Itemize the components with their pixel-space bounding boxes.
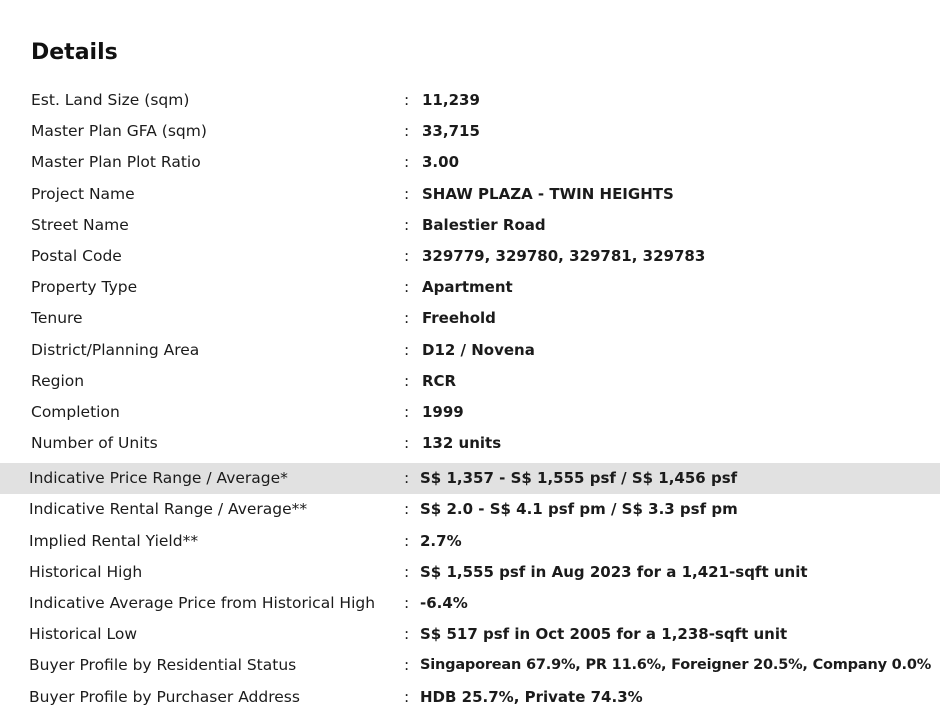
detail-separator: : xyxy=(404,309,410,328)
detail-separator: : xyxy=(404,184,410,203)
detail-separator: : xyxy=(404,278,410,297)
detail-row-district xyxy=(0,335,943,366)
detail-row-land-size xyxy=(0,85,943,116)
detail-row-historical-low xyxy=(0,619,943,650)
detail-separator: : xyxy=(404,594,410,612)
detail-separator: : xyxy=(404,562,410,581)
detail-value: HDB 25.7%, Private 74.3% xyxy=(420,687,643,706)
detail-label: Tenure xyxy=(31,309,83,328)
detail-value: S$ 517 psf in Oct 2005 for a 1,238-sqft unit xyxy=(420,625,788,644)
detail-row-historical-high xyxy=(0,557,943,588)
detail-label: Street Name xyxy=(31,215,129,234)
detail-label: Completion xyxy=(31,402,120,421)
detail-separator: : xyxy=(404,340,410,359)
detail-label: Master Plan GFA (sqm) xyxy=(31,122,207,141)
detail-row-completion xyxy=(0,397,943,428)
detail-value: 329779, 329780, 329781, 329783 xyxy=(422,246,706,265)
detail-separator: : xyxy=(404,122,410,141)
detail-value: 1999 xyxy=(422,402,464,421)
detail-separator: : xyxy=(404,531,410,550)
detail-label: Property Type xyxy=(31,278,138,297)
detail-value: 33,715 xyxy=(422,122,480,141)
detail-row-property-type xyxy=(0,272,943,303)
detail-label: Historical High xyxy=(29,562,143,581)
detail-label: Indicative Rental Range / Average** xyxy=(29,500,308,519)
details-table xyxy=(0,85,943,713)
detail-row-tenure xyxy=(0,303,943,334)
detail-label: Postal Code xyxy=(31,246,122,265)
detail-label: Buyer Profile by Purchaser Address xyxy=(29,687,300,706)
detail-separator: : xyxy=(404,469,410,488)
detail-separator: : xyxy=(404,434,410,453)
detail-value: Apartment xyxy=(422,278,513,297)
section-title: Details xyxy=(31,40,118,65)
detail-label: Indicative Price Range / Average* xyxy=(29,469,288,488)
detail-separator: : xyxy=(404,371,410,390)
detail-value: Balestier Road xyxy=(422,215,546,234)
detail-separator: : xyxy=(404,402,410,421)
detail-separator: : xyxy=(404,656,410,675)
detail-value: 3.00 xyxy=(422,153,460,172)
detail-value: 132 units xyxy=(422,434,502,453)
detail-separator: : xyxy=(404,215,410,234)
detail-value: S$ 1,357 - S$ 1,555 psf / S$ 1,456 psf xyxy=(420,469,738,488)
detail-row-buyer-residential-status xyxy=(0,650,943,681)
detail-label: District/Planning Area xyxy=(31,340,200,359)
detail-row-buyer-purchaser-address xyxy=(0,682,943,713)
detail-separator: : xyxy=(404,687,410,706)
detail-label: Implied Rental Yield** xyxy=(29,531,199,550)
detail-row-units xyxy=(0,428,943,459)
detail-value: 11,239 xyxy=(422,91,480,109)
detail-label: Indicative Average Price from Historical High xyxy=(29,594,376,612)
detail-value: 2.7% xyxy=(420,531,462,550)
detail-label: Region xyxy=(31,371,85,390)
detail-label: Number of Units xyxy=(31,434,158,453)
detail-value: Singaporean 67.9%, PR 11.6%, Foreigner 20.5%, Company 0.0% xyxy=(420,657,932,674)
detail-row-rental-yield xyxy=(0,526,943,557)
detail-separator: : xyxy=(404,500,410,519)
detail-separator: : xyxy=(404,91,410,109)
detail-row-region xyxy=(0,366,943,397)
detail-value: SHAW PLAZA - TWIN HEIGHTS xyxy=(422,184,674,203)
detail-value: Freehold xyxy=(422,309,496,328)
detail-value: S$ 2.0 - S$ 4.1 psf pm / S$ 3.3 psf pm xyxy=(420,500,738,519)
detail-row-gfa xyxy=(0,116,943,147)
detail-label: Master Plan Plot Ratio xyxy=(31,153,201,172)
detail-value: RCR xyxy=(422,371,457,390)
detail-value: -6.4% xyxy=(420,594,468,612)
detail-label: Historical Low xyxy=(29,625,138,644)
detail-row-street-name xyxy=(0,210,943,241)
detail-row-postal-code xyxy=(0,241,943,272)
detail-label: Buyer Profile by Residential Status xyxy=(29,656,297,675)
detail-separator: : xyxy=(404,625,410,644)
detail-row-avg-from-high xyxy=(0,588,943,619)
detail-separator: : xyxy=(404,246,410,265)
detail-row-price-range xyxy=(0,463,940,494)
detail-value: S$ 1,555 psf in Aug 2023 for a 1,421-sqft unit xyxy=(420,562,808,581)
detail-row-project-name xyxy=(0,179,943,210)
detail-separator: : xyxy=(404,153,410,172)
detail-row-plot-ratio xyxy=(0,147,943,178)
detail-label: Project Name xyxy=(31,184,135,203)
detail-value: D12 / Novena xyxy=(422,340,535,359)
detail-label: Est. Land Size (sqm) xyxy=(31,91,190,109)
detail-row-rental-range xyxy=(0,494,943,525)
